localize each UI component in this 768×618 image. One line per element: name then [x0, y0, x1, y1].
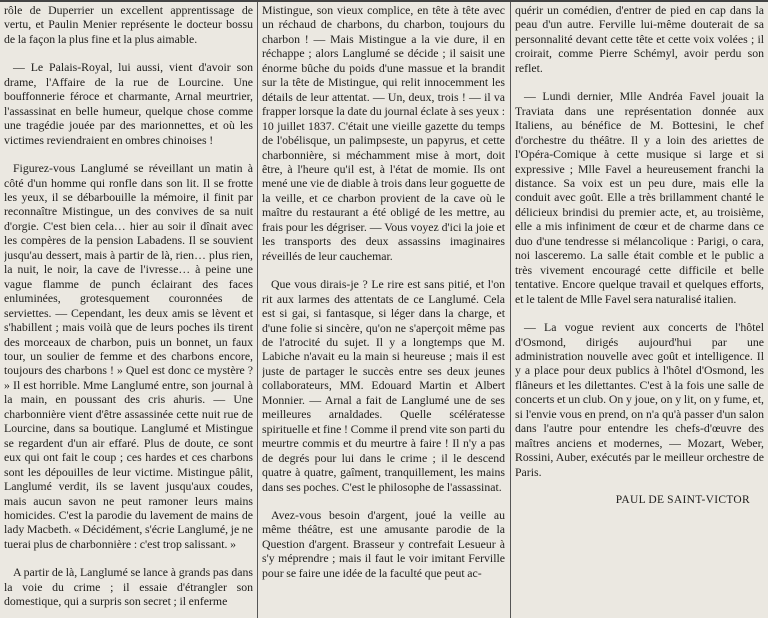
paragraph-laughter: Que vous dirais-je ? Le rire est sans pitié, et l'on rit aux larmes des attentats de ce Langlumé. Cela est si gai, si fantasque, si léger dans la charge, et d'une folie si sincère, qu'on ne s'aperçoit même pas de l'atrocité du sujet. Il y a longtemps que M. Labiche n'avait eu la main si heureuse ; mais il est juste de partager le succès entre ses deux jeunes collaborateurs, MM. Edouard Martin et Albert Monnier. — Arnal a fait de Langlumé une de ses meilleures arnaldades. Quelle scélératesse spirituelle et fine ! Comme il prend vite son parti du meurtre commis et du meurtre à faire ! Il n'y a pas de degrés pour lui dans le crime ; il le descend quatre à quatre, gaîment, tranquillement, les mains dans ses poches. C'est le philosophe de l'assassinat. — [262, 277, 505, 494]
column-divider — [510, 2, 511, 618]
column-3 — [515, 3, 764, 615]
paragraph-gap — [262, 263, 505, 277]
paragraph-mistingue: Mistingue, son vieux complice, en tête à tête avec un réchaud de charbons, du charbon, toujours du charbon ! — Mais Mistingue a la vie dure, il en réchappe ; alors Langlumé se décide ; il saisit une énorme bûche du poids d'une massue et la brandit sur la tête de Mistingue, qui relit innocemment les détails de leur attentat. — Un, deux, trois ! — il va frapper lorsque la date du journal éclate à ses yeux : 10 juillet 1837. C'était une vieille gazette du temps de l'obélisque, un palimpseste, un papyrus, et cette charbonnière, si méchamment mise à mort, doit être, à l'heure qu'il est, à l'état de momie. Ils ont mené une vie de diable à trois dans leur goguette de la veille, et ce charbon provient de la cave où le maître du restaurant a été obligé de les mettre, au frais pour les dégriser. — Vous voyez d'ici la joie et les transports des deux assassins imaginaires réveillés de leur cauchemar. — [262, 3, 505, 263]
column-1 — [4, 3, 253, 615]
paragraph-favel-traviata: — Lundi dernier, Mlle Andréa Favel jouait la Traviata dans une représentation donnée aux Italiens, au bénéfice de M. Bottesini, le chef d'orchestre du théâtre. Il y a loin des ariettes de l'Opéra-Comique à cette musique si large et si expressive ; Mlle Favel a heureusement franchi la distance. Sa voix est un peu dure, mais elle la conduit avec goût. Elle a très brillamment chanté le délicieux brindisi du premier acte, et, au troisième, elle a mis infiniment de cœur et de charme dans ce duo d'une tendresse si mélancolique : Parigi, o cara, noi lasceremo. La salle était comble et le public a très vivement encouragé cette difficile et belle tentative. Encore quelque travail et quelques efforts, et le talent de Mlle Favel sera naturalisé italien. — [515, 89, 764, 306]
column-2 — [262, 3, 505, 615]
paragraph-crime-path: A partir de là, Langlumé se lance à grands pas dans la voie du crime ; il essaie d'étrangler son domestique, qui a surpris son secret ; il enferme — [4, 565, 253, 609]
column-divider — [257, 2, 258, 618]
paragraph-palais-royal: — Le Palais-Royal, lui aussi, vient d'avoir son drame, l'Affaire de la rue de Lourcine. Une bouffonnerie féroce et charmante, Arnal meurtrier, l'assassinat en belle humeur, quelque chose comme une tragédie jouée par des marionnettes, et où les victimes reviendraient en ombres chinoises ! — [4, 60, 253, 147]
paragraph-gap — [262, 494, 505, 508]
paragraph-gap — [4, 46, 253, 60]
paragraph-gap — [4, 551, 253, 565]
paragraph-gap — [515, 75, 764, 89]
paragraph-gap — [4, 147, 253, 161]
paragraph-hotel-osmond: — La vogue revient aux concerts de l'hôtel d'Osmond, dirigés aujourd'hui par une administration nouvelle avec goût et intelligence. Il y a place pour deux publics à l'hôtel d'Osmond, les flâneurs et les dilettantes. C'est à la fois une salle de concerts et un club. On y joue, on y lit, on y fume, et, si l'envie vous en prend, on n'a qu'à passer d'un salon dans l'autre pour entendre les chefs-d'œuvre des maîtres anciens et modernes, — Mozart, Weber, Rossini, Auber, exécutés par le meilleur orchestre de Paris. — [515, 320, 764, 479]
paragraph-langlume-wakes: Figurez-vous Langlumé se réveillant un matin à côté d'un homme qui ronfle dans son lit. Il se frotte les yeux, il se débarbouille la mémoire, il finit par reconnaître Mistingue, un des convives de sa nuit d'orgie. C'est bien cela… hier au soir il dînait avec les compères de la pension Labadens. Il se souvient jusqu'au dessert, mais à partir de là, rien… plus rien, la nuit, le noir, la cave de l'ivresse… à peine une vague flamme de punch éclairant des faces enluminées, grotesquement couronnées de serviettes. — Cependant, les deux amis se lèvent et s'habillent ; mais voilà que de leurs poches ils tirent des morceaux de charbon, puis un bonnet, un faux tour, un soulier de femme et des charbons encore, toujours des charbons ! » Quel est donc ce mystère ? » Il est horrible. Mme Langlumé entre, son journal à la main, en poussant des cris ahuris. — Une charbonnière vient d'être assassinée cette nuit rue de Lourcine, dans sa boutique. Langlumé et Mistingue se regardent d'un air effaré. Plus de doute, ce sont eux qui ont fait le coup ; ces hardes et ces charbons sont les dépouilles de leur victime. Mistingue pâlit, Langlumé verdit, ils se lavent jusqu'aux coudes, mais aucun savon ne peut ramoner leurs mains homicides. C'est la parodie du lavement de mains de lady Macbeth. « Décidément, s'écrie Langlumé, je ne tuerai plus de charbonnière : c'est trop salissant. » — [4, 161, 253, 551]
paragraph-gap — [515, 479, 764, 493]
paragraph-avez-vous-besoin: Avez-vous besoin d'argent, joué la veille au même théâtre, est une amusante parodie de la Question d'argent. Brasseur y contrefait Lesueur à s'y méprendre ; mais il faut le voir imitant Ferville pour se faire une idée de la faculté que peut ac- — [262, 507, 505, 580]
paragraph-ferville: quérir un comédien, d'entrer de pied en cap dans la peau d'un autre. Ferville lui-même douterait de sa personnalité devant cette tête et cette voix volées ; il croirait, comme Pierre Schémyl, avoir perdu son reflet. — [515, 3, 764, 75]
paragraph-duperrier-end: rôle de Duperrier un excellent apprentissage de vertu, et Paulin Menier représente le docteur bossu de la façon la plus fine et la plus aimable. — [4, 3, 253, 46]
top-border-rule — [0, 0, 768, 2]
author-signature: PAUL DE SAINT-VICTOR — [615, 494, 750, 507]
paragraph-gap — [515, 306, 764, 320]
